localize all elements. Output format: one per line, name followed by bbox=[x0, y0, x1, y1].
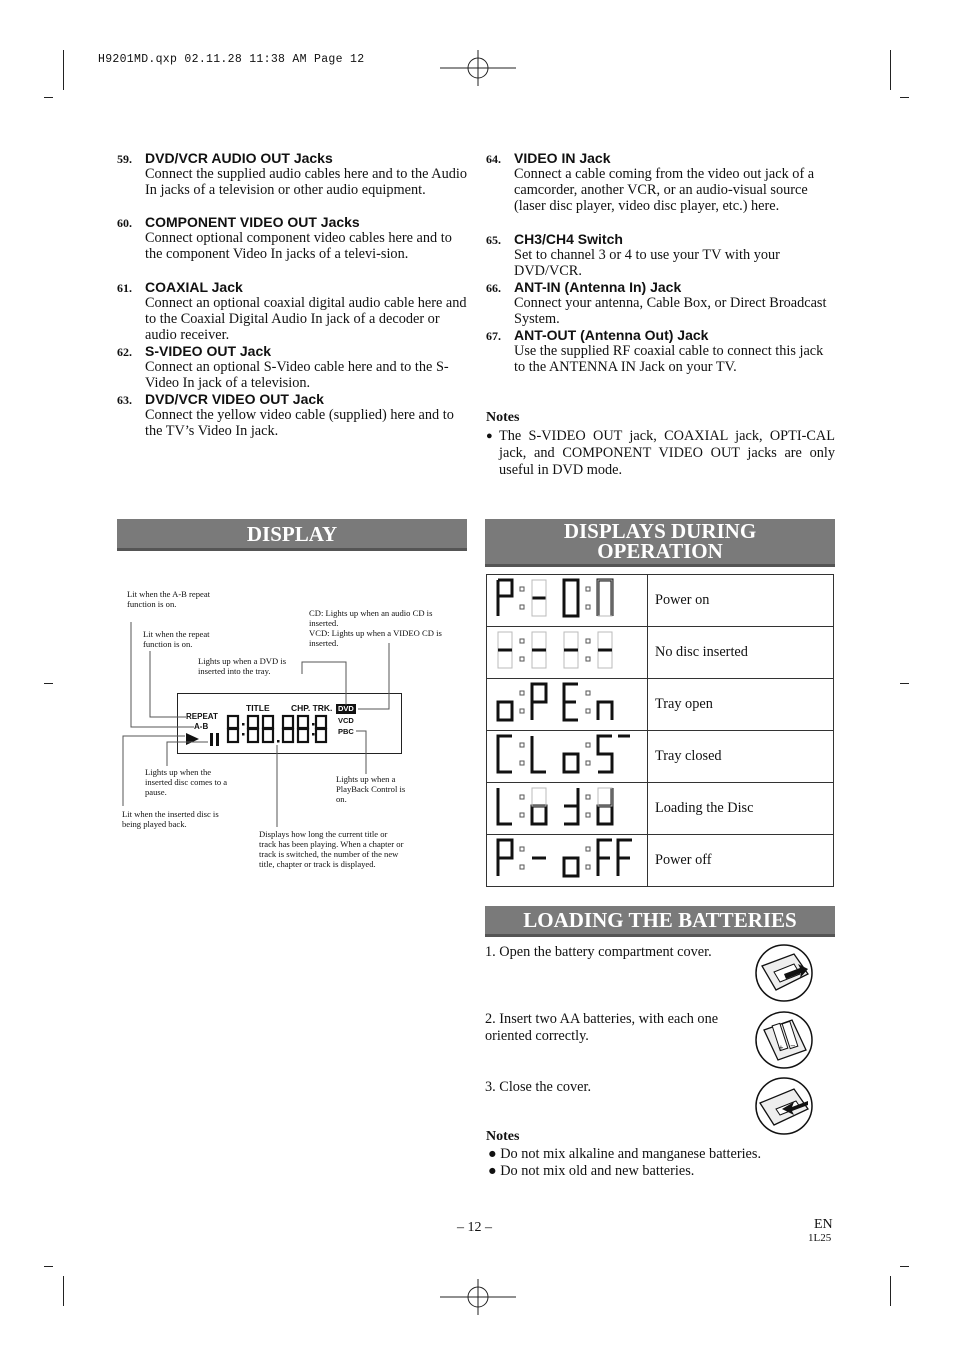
language-code: EN bbox=[814, 1217, 833, 1232]
battery-notes-heading: Notes bbox=[486, 1129, 520, 1144]
segment-digits bbox=[492, 628, 642, 672]
battery-step-2: 2. Insert two AA batteries, with each one oriented correctly. bbox=[485, 1011, 719, 1044]
operation-banner bbox=[485, 519, 835, 567]
callout-cd: CD: Lights up when an audio CD is inserted. bbox=[309, 608, 433, 628]
panel-ab-label: A-B bbox=[194, 722, 209, 731]
battery-step-1: 1. Open the battery compartment cover. bbox=[485, 944, 712, 960]
item-59: 59. DVD/VCR AUDIO OUT Jacks Connect the supplied audio cables here and to the Audio In jacks of a television or other audio equipment. bbox=[117, 150, 467, 198]
seg-display-power-on bbox=[487, 575, 648, 627]
remote-open-cover-icon bbox=[754, 944, 814, 1002]
segment-digits bbox=[492, 680, 642, 724]
segment-digits bbox=[492, 836, 642, 880]
row-label-power-off: Power off bbox=[648, 835, 834, 887]
notes-text: The S-VIDEO OUT jack, COAXIAL jack, OPTI-CAL jack, and COMPONENT VIDEO OUT jacks are only useful in DVD mode. bbox=[499, 428, 835, 478]
callout-pbc: Lights up when a PlayBack Control is on. bbox=[336, 774, 406, 804]
operation-title-line2: OPERATION bbox=[597, 539, 723, 563]
table-row bbox=[487, 575, 834, 627]
item-65: 65. CH3/CH4 Switch Set to channel 3 or 4 to use your TV with your DVD/VCR. bbox=[486, 231, 780, 279]
panel-chp-trk-label: CHP. TRK. bbox=[291, 703, 333, 713]
notes-heading: Notes bbox=[486, 410, 520, 425]
remote-close-cover-icon bbox=[754, 1077, 814, 1135]
operation-table bbox=[486, 574, 834, 887]
batteries-banner: LOADING THE BATTERIES bbox=[485, 906, 835, 937]
notes-bullet: ● bbox=[486, 430, 493, 442]
svg-text:−: − bbox=[790, 1042, 796, 1050]
row-label-no-disc: No disc inserted bbox=[648, 627, 834, 679]
seg-display-no-disc bbox=[487, 627, 648, 679]
callout-time: Displays how long the current title or track has been playing. When a chapter or track is switched, the number of the new title, chapter or track is displayed. bbox=[259, 829, 404, 869]
file-header: H9201MD.qxp 02.11.28 11:38 AM Page 12 bbox=[98, 53, 365, 66]
svg-text:+: + bbox=[778, 1044, 784, 1052]
item-61: 61. COAXIAL Jack Connect an optional coaxial digital audio cable here and to the Coaxial Digital Audio In jack of a decoder or audio receiver. bbox=[117, 279, 467, 343]
callout-play: Lit when the inserted disc is being played back. bbox=[122, 809, 219, 829]
seg-display-power-off bbox=[487, 835, 648, 887]
seg-display-load bbox=[487, 783, 648, 835]
seg-display-open bbox=[487, 679, 648, 731]
panel-pbc-label: PBC bbox=[338, 727, 354, 736]
panel-dvd-badge: DVD bbox=[338, 704, 354, 713]
segment-digits bbox=[492, 576, 642, 620]
item-60: 60. COMPONENT VIDEO OUT Jacks Connect optional component video cables here and to the component Video In jacks of a televi-sion. bbox=[117, 214, 452, 262]
row-label-power-on: Power on bbox=[648, 575, 834, 627]
item-64: 64. VIDEO IN Jack Connect a cable coming from the video out jack of a camcorder, another VCR, or an audio-visual source (laser disc player, video disc player, etc.) here. bbox=[486, 150, 815, 214]
item-62: 62. S-VIDEO OUT Jack Connect an optional S-Video cable here and to the S-Video In jack of a television. bbox=[117, 343, 449, 391]
row-label-load: Loading the Disc bbox=[648, 783, 834, 835]
segment-digits bbox=[492, 784, 642, 828]
battery-step-3: 3. Close the cover. bbox=[485, 1079, 592, 1095]
callout-repeat: Lit when the repeat function is on. bbox=[143, 629, 210, 649]
battery-note-2: ● Do not mix old and new batteries. bbox=[488, 1163, 695, 1179]
row-label-close: Tray closed bbox=[648, 731, 834, 783]
segment-digits bbox=[492, 732, 642, 776]
table-row bbox=[487, 731, 834, 783]
page-number: – 12 – bbox=[457, 1220, 492, 1235]
operation-title-line1: DISPLAYS DURING bbox=[563, 519, 757, 543]
row-label-open: Tray open bbox=[648, 679, 834, 731]
panel-vcd-label: VCD bbox=[338, 716, 354, 725]
table-row bbox=[487, 627, 834, 679]
table-row bbox=[487, 679, 834, 731]
battery-note-1: ● Do not mix alkaline and manganese batteries. bbox=[488, 1146, 762, 1162]
callout-vcd: VCD: Lights up when a VIDEO CD is inserted. bbox=[309, 628, 442, 648]
callout-pause: Lights up when the inserted disc comes to a pause. bbox=[145, 767, 228, 797]
model-code: 1L25 bbox=[808, 1232, 832, 1244]
item-66: 66. ANT-IN (Antenna In) Jack Connect your antenna, Cable Box, or Direct Broadcast System. bbox=[486, 279, 827, 327]
item-67: 67. ANT-OUT (Antenna Out) Jack Use the supplied RF coaxial cable to connect this jack to the ANTENNA IN Jack on your TV. bbox=[486, 327, 824, 375]
remote-insert-batteries-icon bbox=[754, 1010, 814, 1070]
seg-display-close bbox=[487, 731, 648, 783]
panel-title-label: TITLE bbox=[246, 703, 270, 713]
item-63: 63. DVD/VCR VIDEO OUT Jack Connect the yellow video cable (supplied) here and to the TV’s Video In jack. bbox=[117, 391, 454, 439]
callout-ab-repeat: Lit when the A-B repeat function is on. bbox=[127, 589, 211, 609]
panel-repeat-label: REPEAT bbox=[186, 712, 218, 721]
table-row bbox=[487, 835, 834, 887]
display-banner: DISPLAY bbox=[117, 519, 467, 551]
callout-dvd: Lights up when a DVD is inserted into the tray. bbox=[198, 656, 287, 676]
table-row bbox=[487, 783, 834, 835]
